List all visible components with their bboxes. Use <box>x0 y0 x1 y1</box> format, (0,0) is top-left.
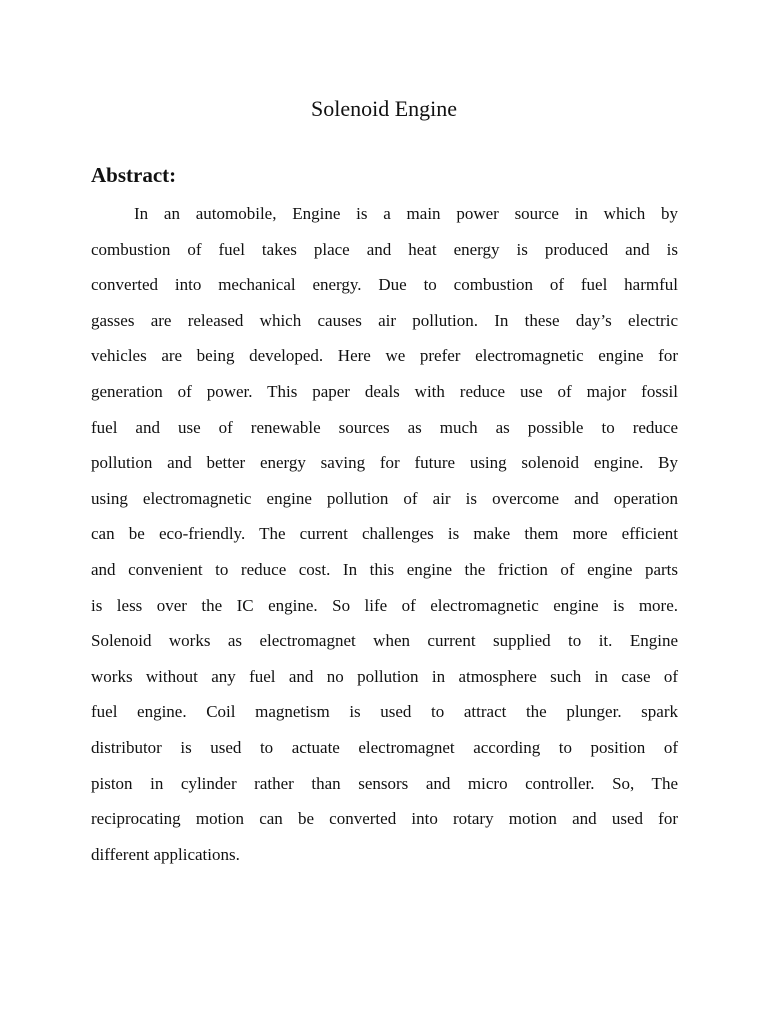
paragraph-line: piston in cylinder rather than sensors and micro controller. So, The <box>91 773 678 793</box>
abstract-paragraph <box>91 200 678 876</box>
document-title: Solenoid Engine <box>310 96 458 121</box>
paragraph-line: vehicles are being developed. Here we prefer electromagnetic engine for <box>91 346 678 366</box>
paragraph-line: works without any fuel and no pollution in atmosphere such in case of <box>91 666 678 686</box>
paragraph-line: In an automobile, Engine is a main power source in which by <box>134 204 678 223</box>
paragraph-line: fuel engine. Coil magnetism is used to attract the plunger. spark <box>91 702 678 722</box>
paragraph-line: Solenoid works as electromagnet when current supplied to it. Engine <box>91 631 678 651</box>
paragraph-line: converted into mechanical energy. Due to combustion of fuel harmful <box>91 275 678 295</box>
paragraph-line: different applications. <box>91 844 240 864</box>
paragraph-line: distributor is used to actuate electromagnet according to position of <box>91 737 678 757</box>
section-heading: Abstract: <box>91 163 177 187</box>
paragraph-line: is less over the IC engine. So life of electromagnetic engine is more. <box>91 595 678 615</box>
paragraph-line: gasses are released which causes air pollution. In these day’s electric <box>91 310 678 330</box>
paragraph-line: generation of power. This paper deals with reduce use of major fossil <box>91 381 678 401</box>
paragraph-line: combustion of fuel takes place and heat energy is produced and is <box>91 239 678 259</box>
paragraph-line: can be eco-friendly. The current challenges is make them more efficient <box>91 524 678 544</box>
paragraph-line: fuel and use of renewable sources as much as possible to reduce <box>91 417 678 437</box>
paragraph-line: and convenient to reduce cost. In this engine the friction of engine parts <box>91 559 678 579</box>
paragraph-line: using electromagnetic engine pollution of air is overcome and operation <box>91 488 678 508</box>
paragraph-line: reciprocating motion can be converted into rotary motion and used for <box>91 809 678 829</box>
paragraph-line: pollution and better energy saving for future using solenoid engine. By <box>91 453 678 473</box>
